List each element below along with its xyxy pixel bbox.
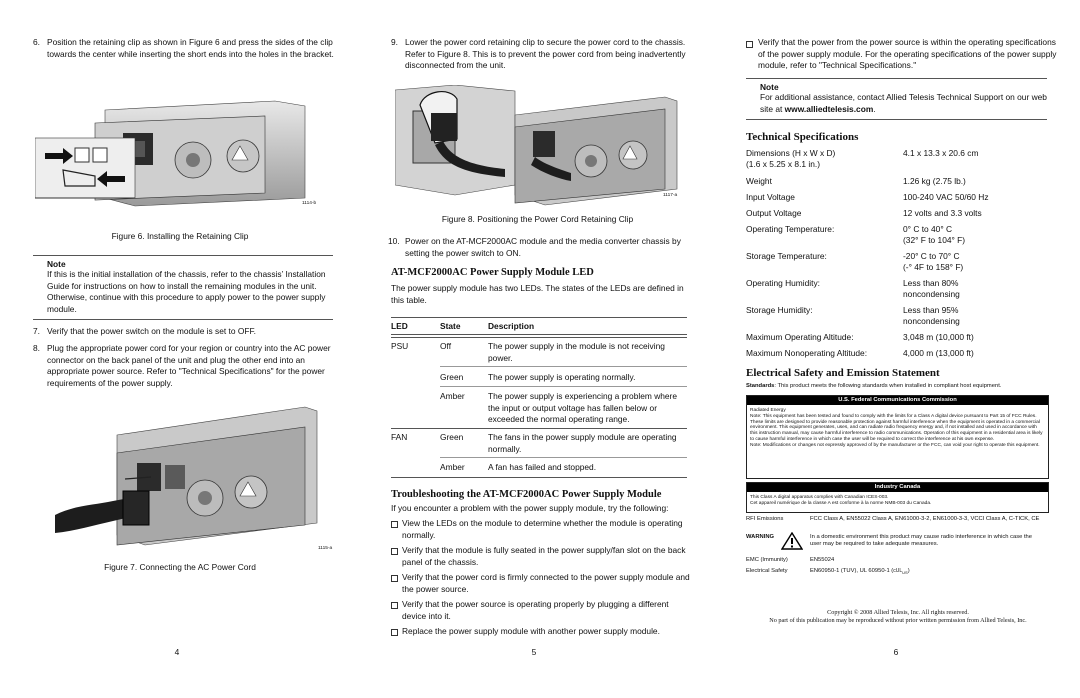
electrical-safety-heading: Electrical Safety and Emission Statement [746, 367, 940, 379]
fcc-note-2: Note: Modifications or changes not expressly approved of by the manufacturer or the FCC, can void your right to operate this equipment. [750, 442, 1040, 448]
step-9-number: 9. [391, 37, 398, 47]
table-row-description: A fan has failed and stopped. [488, 462, 597, 472]
troubleshooting-heading: Troubleshooting the AT-MCF2000AC Power Supply Module [391, 489, 662, 500]
troubleshooting-item: Verify that the power cord is firmly connected to the power supply module and the power source. [402, 572, 690, 594]
note-label: Note [47, 259, 66, 269]
table-row-divider [440, 457, 687, 458]
step-7-number: 7. [33, 326, 40, 336]
figure-8-code: 1117-a [663, 193, 678, 198]
step-7-text: Verify that the power switch on the module is set to OFF. [47, 326, 257, 336]
specifications-list: Dimensions (H x W x D) 4.1 x 13.3 x 20.6 cm (1.6 x 5.25 x 8.1 in.) Weight 1.26 kg (2.75 lb.) Input Voltage 100-240 VAC 50/60 Hz Output Voltage 12 volts and 3.3 volts Operating Temperature: 0° C to 40° C (32° F to 104° F) Storage Temperature: -20° C to 70° C (-° 4F to 158° F) Operating Humidity: Less than 80% noncondensing Storage Humidity: Less than 95% noncondensing Maximum Operating Altitude: 3,048 m (10,000 ft) Maximum Nonoperating Altitude: 4,000 m (13,000 ft) [746, 148, 989, 358]
table-row-description: The power supply in the module is not receiving power. [488, 341, 665, 363]
troubleshooting-item: Verify that the power source is operating properly by plugging a different device into it. [402, 599, 669, 621]
figure-7-caption: Figure 7. Connecting the AC Power Cord [104, 562, 256, 572]
industry-canada-line-2: Cet appareil numérique de la classe A est conforme à la norme NMB-003 du Canada. [750, 500, 932, 506]
checkbox-bullet-icon [746, 41, 753, 48]
troubleshooting-item: Replace the power supply module with another power supply module. [402, 626, 660, 636]
support-website-link[interactable]: www.alliedtelesis.com [784, 103, 874, 114]
note-text: If this is the initial installation of the chassis, refer to the chassis’ Installation Guide for instructions on how to install the remaining modules in the unit. Otherwise, continue with this procedure to apply power to the power supply module. [47, 269, 326, 314]
figure-8-caption: Figure 8. Positioning the Power Cord Retaining Clip [441, 214, 634, 224]
step-10-number: 10. [388, 236, 400, 246]
note-top-rule [746, 78, 1047, 79]
table-header-description: Description [488, 321, 535, 331]
led-section-heading: AT-MCF2000AC Power Supply Module LED [391, 267, 594, 278]
table-row-state: Amber [440, 391, 465, 401]
table-row-state: Green [440, 432, 464, 442]
note-bottom-rule [746, 119, 1047, 120]
rfi-emissions-label: RFI Emissions [746, 516, 784, 522]
warning-label: WARNING [746, 534, 775, 540]
table-row-description: The power supply is operating normally. [488, 372, 636, 382]
rights-line: No part of this publication may be reproduced without prior written permission from Allied Telesis, Inc. [769, 617, 1027, 624]
troubleshooting-intro: If you encounter a problem with the power supply module, try the following: [391, 503, 669, 513]
step-9-text: Lower the power cord retaining clip to secure the power cord to the chassis. Refer to Figure 8. This is to prevent the power cord from being inadvertently disconnected from the unit. [405, 37, 686, 71]
table-row-state: Amber [440, 462, 465, 472]
page-number-6: 6 [893, 647, 899, 657]
standards-line: Standards: This product meets the following standards when installed in compliant host equipment. [746, 383, 1002, 389]
electrical-safety-label: Electrical Safety [746, 568, 788, 574]
technical-specifications-heading: Technical Specifications [746, 131, 859, 143]
fcc-subtitle: Radiated Energy [750, 408, 786, 413]
checkbox-bullet-icon [391, 548, 398, 555]
checkbox-bullet-icon [391, 575, 398, 582]
note-bottom-rule [33, 319, 333, 320]
figure-6-code: 1114-b [302, 201, 317, 206]
table-header-rule [391, 334, 687, 335]
power-check-text: Verify that the power from the power source is within the operating specifications of the power supply module. For the operating specifications of the power supply module, refer to "Technical Specifications." [758, 37, 1057, 71]
cul-us-mark: cUL$_{US}$ [893, 568, 908, 576]
step-10-text: Power on the AT-MCF2000AC module and the media converter chassis by setting the power switch to ON. [405, 236, 681, 258]
emc-immunity-value: EN55024 [810, 557, 835, 563]
table-row-led: PSU [391, 341, 409, 351]
table-bottom-rule [391, 477, 687, 478]
industry-canada-line-1: This Class A digital apparatus complies with Canadian ICES-003. [750, 495, 889, 500]
figure-8-illustration [395, 85, 685, 210]
industry-canada-box [746, 482, 1049, 513]
figure-6-illustration [35, 98, 323, 213]
industry-canada-title: Industry Canada [747, 483, 1048, 492]
fcc-statement-box [746, 395, 1049, 479]
troubleshooting-item: View the LEDs on the module to determine whether the module is operating normally. [402, 518, 683, 540]
emc-immunity-label: EMC (Immunity) [746, 557, 788, 563]
note-text: For additional assistance, contact Allied Telesis Technical Support on our web site at www.alliedtelesis.com. [760, 92, 1047, 114]
warning-text: In a domestic environment this product may cause radio interference in which case the user may be required to take adequate measures. [810, 534, 1033, 547]
led-intro-text: The power supply module has two LEDs. The states of the LEDs are defined in this table. [391, 283, 684, 305]
figure-6-caption: Figure 6. Installing the Retaining Clip [111, 231, 249, 241]
step-6-text: Position the retaining clip as shown in Figure 6 and press the sides of the clip towards the center while inserting the short ends into the holes in the bracket. [47, 37, 334, 59]
rfi-emissions-value: FCC Class A, EN55022 Class A, EN61000-3-2, EN61000-3-3, VCCI Class A, C-TICK, CE [810, 516, 1040, 522]
fcc-note-1: Note: This equipment has been tested and found to comply with the limits for a Class A digital device pursuant to Part 15 of FCC Rules. These limits are designed to provide reasonable protection against harmful interference when the equipment is operated in a commercial environment. This equipment generates, uses, and can radiate radio frequency energy and, if not installed and used in accordance with this instruction manual, may cause harmful interference to radio communications. Operation of this equipment in a residential area is likely to cause harmful interference in which case the user will be required to correct the interference at his own expense. [750, 413, 1043, 442]
note-top-rule [33, 255, 333, 256]
copyright-line: Copyright © 2008 Allied Telesis, Inc. All rights reserved. [827, 609, 969, 616]
page-number-4: 4 [174, 647, 180, 657]
electrical-safety-value: EN60950-1 (TUV), UL 60950-1 (cUL$_{US}$) [810, 568, 910, 576]
page-5 [355, 0, 713, 698]
table-top-rule [391, 317, 687, 318]
checkbox-bullet-icon [391, 602, 398, 609]
table-row-state: Green [440, 372, 464, 382]
figure-7-illustration [55, 405, 325, 555]
table-row-divider [440, 386, 687, 387]
troubleshooting-item: Verify that the module is fully seated in the power supply/fan slot on the back panel of the chassis. [402, 545, 686, 567]
note-label: Note [760, 82, 779, 92]
page-6 [713, 0, 1080, 698]
figure-7-code: 1115-a [318, 546, 333, 551]
checkbox-bullet-icon [391, 629, 398, 636]
page-4 [0, 0, 355, 698]
table-group-divider [391, 428, 687, 429]
warning-triangle-icon [781, 532, 803, 555]
table-row-state: Off [440, 341, 452, 351]
fcc-title: U.S. Federal Communications Commission [747, 396, 1048, 405]
table-header-rule-2 [391, 337, 687, 338]
step-8-number: 8. [33, 343, 40, 353]
step-6-number: 6. [33, 37, 40, 47]
page-number-5: 5 [531, 647, 537, 657]
table-row-description: The power supply is experiencing a problem where the input or output voltage has fallen below or exceeded the normal operating range. [488, 391, 678, 425]
checkbox-bullet-icon [391, 521, 398, 528]
table-row-description: The fans in the power supply module are operating normally. [488, 432, 677, 454]
table-header-led: LED [391, 321, 408, 331]
table-row-divider [440, 366, 687, 367]
table-header-state: State [440, 321, 461, 331]
step-8-text: Plug the appropriate power cord for your region or country into the AC power connector on the back panel of the unit and plug the other end into an appropriate power source. Refer to "Technical Specifications" for the power requirements of the power supply. [47, 343, 331, 388]
table-row-led: FAN [391, 432, 408, 442]
